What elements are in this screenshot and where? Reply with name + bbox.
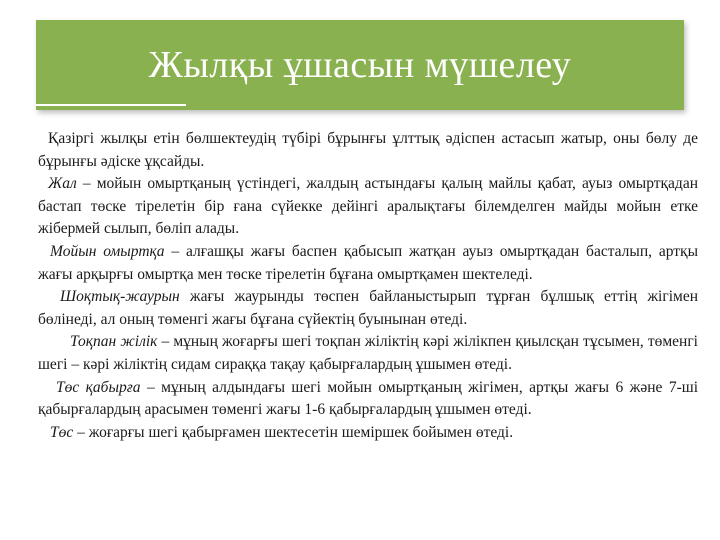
slide-title-bar bbox=[36, 20, 684, 110]
paragraph-text: Қазіргі жылқы етін бөлшектеудің түбірі бұрынғы ұлттық әдіспен астасып жатыр, оны бөлу де бұрынғы әдіске ұқсайды. bbox=[38, 130, 698, 170]
slide-title: Жылқы ұшасын мүшелеу bbox=[148, 44, 572, 86]
paragraph-text: – мұның жоғарғы шегі тоқпан жіліктің кәрі жілікпен қиылсқан тұсымен, төменгі шегі – кәрі жіліктің сидам сираққа тақау қабырғалардың ұшымен өтеді. bbox=[38, 333, 698, 373]
paragraph-tos bbox=[38, 422, 698, 445]
paragraph-tokpan-zhilik bbox=[38, 331, 698, 376]
paragraph-moiyn-omyrtka bbox=[38, 241, 698, 286]
paragraph-text: – мұның алдындағы шегі мойын омыртқаның жігімен, артқы жағы 6 және 7-ші қабырғалардың арасымен төменгі жағы 1-6 қабырғалардың ұшымен өтеді. bbox=[38, 378, 699, 419]
paragraph-tos-kabyrga bbox=[38, 377, 698, 422]
paragraph-text: жағы жаурынды төспен байланыстырып тұрған бұлшық еттің жігімен бөлінеді, ал оның төменгі жағы бұғана сүйектің буынынан өтеді. bbox=[38, 288, 698, 328]
paragraph-term: Жал bbox=[48, 175, 77, 193]
paragraph-zhal bbox=[38, 173, 698, 241]
paragraph-text: – мойын омыртқаның үстіндегі, жалдың астындағы қалың майлы қабат, ауыз омыртқадан бастап төске тірелетін бір ғана сүйекке дейінгі аралықтағы білемделген майды мойын етке жібермей сылып, бөліп алады. bbox=[38, 175, 698, 238]
paragraph-term: Төс bbox=[50, 423, 74, 441]
paragraph-term: Шоқтық-жаурын bbox=[60, 288, 180, 306]
paragraph-term: Төс қабырға bbox=[56, 378, 141, 396]
title-underline bbox=[36, 104, 186, 106]
paragraph-term: Мойын омыртқа bbox=[50, 242, 165, 260]
slide-body bbox=[38, 128, 698, 444]
paragraph-term: Тоқпан жілік bbox=[70, 333, 158, 351]
paragraph-text: – жоғарғы шегі қабырғамен шектесетін шеміршек бойымен өтеді. bbox=[73, 423, 514, 441]
paragraph-intro bbox=[38, 128, 698, 173]
paragraph-shoktyk-zhauryn bbox=[38, 286, 698, 331]
paragraph-text: – алғашқы жағы баспен қабысып жатқан ауыз омыртқадан басталып, артқы жағы арқырғы омыртқа мен төске тірелетін бұғана омыртқамен шектеледі. bbox=[38, 242, 698, 283]
